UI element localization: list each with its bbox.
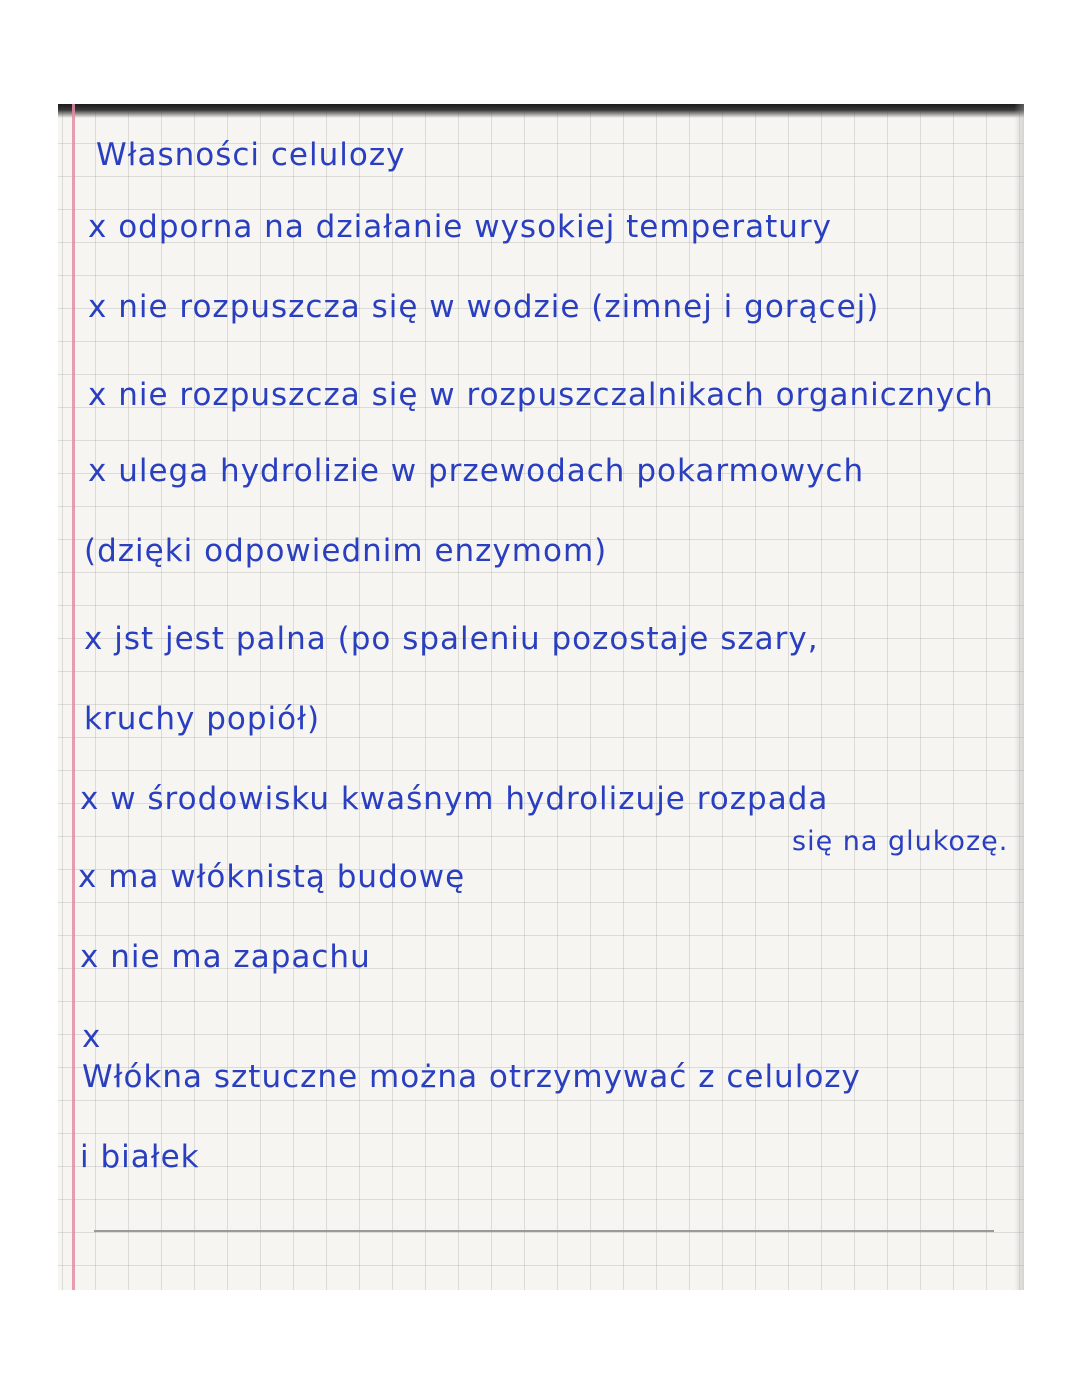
- page-top-edge: [58, 104, 1024, 118]
- page-title: Własności celulozy: [96, 137, 406, 173]
- property-line-1: x odporna na działanie wysokiej temperatury: [88, 209, 832, 245]
- property-line-4: x ulega hydrolizie w przewodach pokarmowych: [88, 453, 865, 489]
- property-line-8: x nie ma zapachu: [80, 939, 371, 975]
- property-line-5-continued: kruchy popiół): [84, 701, 321, 737]
- property-line-3: x nie rozpuszcza się w rozpuszczalnikach organicznych: [88, 377, 994, 413]
- property-line-7: x ma włóknistą budowę: [78, 859, 466, 895]
- property-line-6-continued: się na glukozę.: [792, 826, 1009, 857]
- notebook-page: [58, 104, 1024, 1290]
- empty-bullet: x: [82, 1019, 102, 1055]
- bottom-rule: [94, 1230, 994, 1232]
- property-line-6: x w środowisku kwaśnym hydrolizuje rozpada: [80, 781, 829, 817]
- property-line-5: x jst jest palna (po spaleniu pozostaje szary,: [84, 621, 819, 657]
- property-line-2: x nie rozpuszcza się w wodzie (zimnej i gorącej): [88, 289, 880, 325]
- note-line-2: i białek: [80, 1139, 200, 1175]
- page-right-edge: [1014, 104, 1024, 1290]
- margin-line: [72, 104, 75, 1290]
- note-line-1: Włókna sztuczne można otrzymywać z celulozy: [82, 1059, 861, 1095]
- property-line-4-continued: (dzięki odpowiednim enzymom): [84, 533, 608, 569]
